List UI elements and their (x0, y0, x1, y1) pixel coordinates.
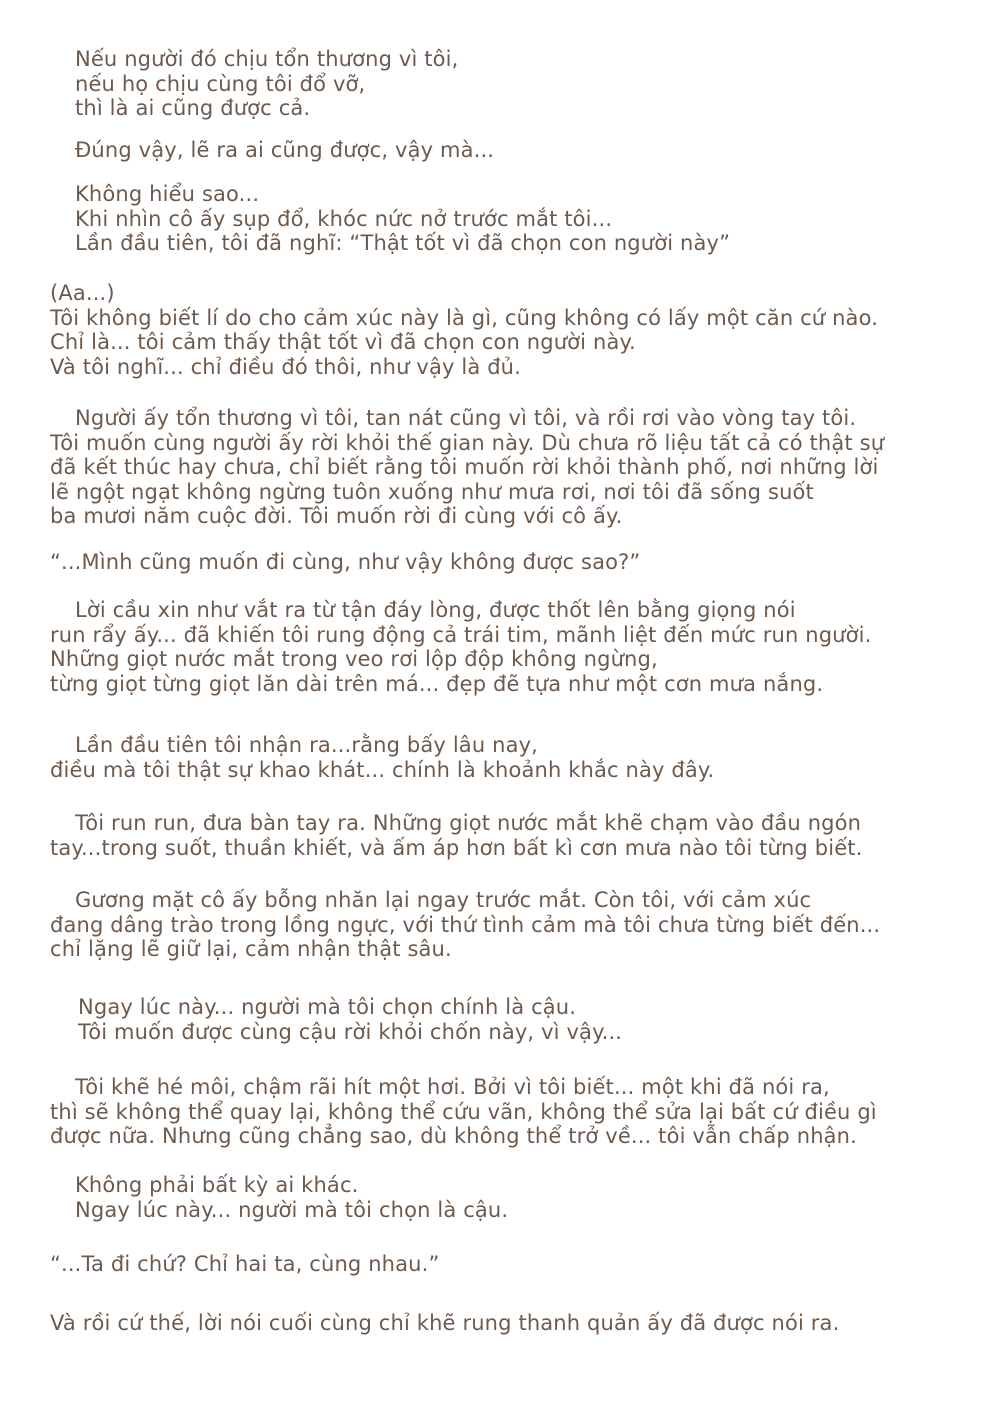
text-line: được nữa. Nhưng cũng chẳng sao, dù không thể trở về... tôi vẫn chấp nhận. (50, 1124, 857, 1148)
text-line: Khi nhìn cô ấy sụp đổ, khóc nức nở trước mắt tôi... (75, 206, 613, 231)
text-line: thì là ai cũng được cả. (75, 96, 311, 120)
text-line: run rẩy ấy... đã khiến tôi rung động cả trái tim, mãnh liệt đến mức run người. (50, 622, 872, 647)
text-line: đã kết thúc hay chưa, chỉ biết rằng tôi muốn rời khỏi thành phố, nơi những lời (50, 455, 879, 479)
text-line: Những giọt nước mắt trong veo rơi lộp độp không ngừng, (50, 647, 658, 671)
text-line: lẽ ngột ngạt không ngừng tuôn xuống như mưa rơi, nơi tôi đã sống suốt (50, 479, 814, 504)
paragraph (50, 888, 880, 962)
text-line: ba mươi năm cuộc đời. Tôi muốn rời đi cùng với cô ấy. (50, 504, 623, 528)
text-line: Tôi muốn cùng người ấy rời khỏi thế gian này. Dù chưa rõ liệu tất cả có thật sự (50, 430, 885, 455)
text-line: Ngay lúc này... người mà tôi chọn là cậu. (75, 1197, 509, 1222)
text-line: Lần đầu tiên, tôi đã nghĩ: “Thật tốt vì đã chọn con người này” (75, 231, 731, 255)
text-line: Không hiểu sao... (75, 182, 260, 206)
text-line: (Aa...) (50, 281, 115, 305)
text-line: Lần đầu tiên tôi nhận ra...rằng bấy lâu nay, (75, 733, 538, 757)
paragraph (50, 598, 871, 696)
text-line: Chỉ là... tôi cảm thấy thật tốt vì đã chọn con người này. (50, 330, 636, 354)
paragraph (50, 182, 730, 256)
text-line: từng giọt từng giọt lăn dài trên má... đẹp đẽ tựa như một cơn mưa nắng. (50, 671, 824, 696)
text-line: Ngay lúc này... người mà tôi chọn chính là cậu. (78, 995, 577, 1019)
text-line: Người ấy tổn thương vì tôi, tan nát cũng vì tôi, và rồi rơi vào vòng tay tôi. (75, 406, 857, 430)
paragraph (50, 281, 878, 379)
paragraph (50, 1173, 508, 1222)
text-line: “...Mình cũng muốn đi cùng, như vậy không được sao?” (50, 550, 641, 574)
paragraph (50, 1252, 439, 1277)
text-line: Và tôi nghĩ... chỉ điều đó thôi, như vậy là đủ. (50, 354, 521, 379)
paragraph (50, 995, 622, 1044)
text-line: Lời cầu xin như vắt ra từ tận đáy lòng, được thốt lên bằng giọng nói (75, 598, 796, 622)
text-line: chỉ lặng lẽ giữ lại, cảm nhận thật sâu. (50, 937, 452, 961)
text-line: đang dâng trào trong lồng ngực, với thứ tình cảm mà tôi chưa từng biết đến... (50, 912, 881, 937)
text-line: Tôi muốn được cùng cậu rời khỏi chốn này, vì vậy... (78, 1019, 623, 1044)
paragraph (50, 406, 884, 529)
text-line: điều mà tôi thật sự khao khát... chính là khoảnh khắc này đây. (50, 757, 715, 782)
text-line: tay...trong suốt, thuần khiết, và ấm áp hơn bất kì cơn mưa nào tôi từng biết. (50, 835, 863, 860)
text-line: Tôi run run, đưa bàn tay ra. Những giọt nước mắt khẽ chạm vào đầu ngón (75, 811, 862, 835)
paragraph (50, 550, 640, 575)
text-line: Không phải bất kỳ ai khác. (75, 1173, 359, 1197)
paragraph (50, 1075, 877, 1149)
paragraph (50, 811, 862, 860)
paragraph (50, 1311, 839, 1336)
text-line: nếu họ chịu cùng tôi đổ vỡ, (75, 71, 366, 96)
text-line: thì sẽ không thể quay lại, không thể cứu vãn, không thể sửa lại bất cứ điều gì (50, 1099, 877, 1124)
text-line: Nếu người đó chịu tổn thương vì tôi, (75, 47, 459, 71)
text-line: Đúng vậy, lẽ ra ai cũng được, vậy mà... (75, 138, 495, 162)
text-line: Tôi khẽ hé môi, chậm rãi hít một hơi. Bởi vì tôi biết... một khi đã nói ra, (75, 1075, 830, 1099)
text-line: “...Ta đi chứ? Chỉ hai ta, cùng nhau.” (50, 1252, 440, 1276)
paragraph (50, 733, 714, 782)
paragraph (50, 47, 458, 121)
text-line: Tôi không biết lí do cho cảm xúc này là gì, cũng không có lấy một căn cứ nào. (50, 305, 879, 330)
text-line: Và rồi cứ thế, lời nói cuối cùng chỉ khẽ rung thanh quản ấy đã được nói ra. (50, 1311, 840, 1335)
text-line: Gương mặt cô ấy bỗng nhăn lại ngay trước mắt. Còn tôi, với cảm xúc (75, 888, 812, 912)
paragraph (50, 138, 494, 163)
